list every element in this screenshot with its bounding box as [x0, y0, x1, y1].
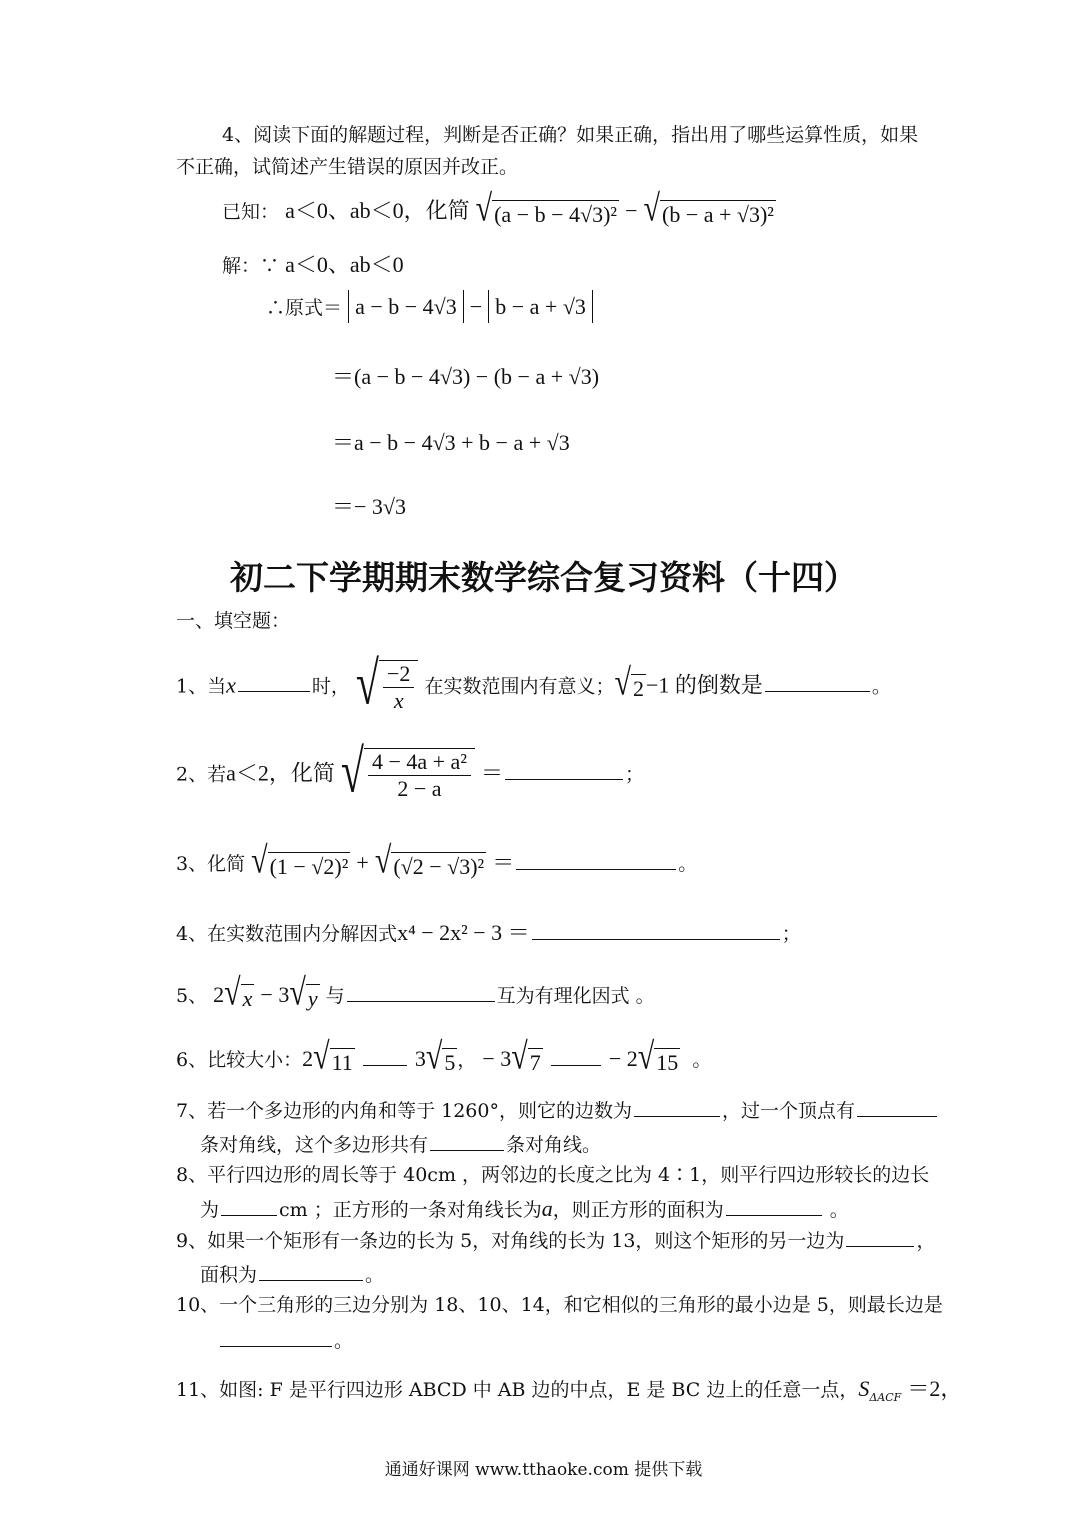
question-2 — [176, 738, 644, 806]
q3-radical-1: √ (1 − √2)² — [251, 840, 349, 882]
q7-text-1: 7、若一个多边形的内角和等于 1260°，则它的边数为 — [176, 1100, 632, 1122]
page-title: 初二下学期期末数学综合复习资料（十四） — [230, 558, 857, 597]
question-7-line-1 — [176, 1098, 939, 1123]
q5-coef-a: 2 — [213, 982, 225, 1007]
q3-text-1: 3、化简 — [176, 853, 246, 875]
q4-intro-line1 — [222, 124, 918, 147]
q9-text-3: 面积为 — [200, 1264, 258, 1286]
q10-text-1: 10、一个三角形的三边分别为 18、10、14，和它相似的三角形的最小边是 5，则最长边是 — [176, 1294, 943, 1316]
q8-var: a — [541, 1196, 553, 1221]
given-label: 已知： — [222, 201, 280, 223]
q8-text-4: ，则正方形的面积为 — [552, 1199, 724, 1221]
given-condition: a＜0、ab＜0，化简 — [285, 198, 470, 223]
q2-equals: ＝ — [480, 760, 503, 786]
question-10-line-2 — [218, 1328, 353, 1353]
q1-text-4: −1 的倒数是 — [645, 672, 763, 698]
q6-coef-a: 2 — [302, 1046, 314, 1071]
q8-blank-1[interactable] — [221, 1197, 277, 1216]
q4-blank[interactable] — [532, 921, 780, 940]
q6-blank-2[interactable] — [551, 1047, 601, 1066]
q2-end: ； — [624, 763, 644, 786]
q10-blank[interactable] — [220, 1328, 332, 1347]
q4-expression: x⁴ − 2x² − 3 ＝ — [397, 920, 530, 945]
question-8-line-2 — [200, 1196, 849, 1222]
q10-end: 。 — [334, 1330, 354, 1352]
q8-end: 。 — [829, 1199, 849, 1221]
solution-label: 解：∵ — [222, 255, 280, 277]
q11-text-1: 11、如图: F 是平行四边形 ABCD 中 AB 边的中点，E 是 BC 边上的任意一点， — [176, 1379, 859, 1401]
question-7-line-2 — [200, 1132, 601, 1157]
q2-blank[interactable] — [505, 761, 623, 780]
q6-radical-d: √ 15 — [637, 1036, 679, 1078]
q4-step3: ＝a − b − 4√3 + b − a + √3 — [332, 430, 570, 455]
q4-given — [222, 188, 776, 230]
q8-blank-2[interactable] — [726, 1197, 822, 1216]
q7-text-2: ，过一个顶点有 — [721, 1100, 855, 1122]
q6-blank-1[interactable] — [363, 1047, 407, 1066]
q5-radical-a: √ x — [224, 972, 253, 1014]
q4-text-1: 4、在实数范围内分解因式 — [176, 923, 398, 945]
step1-abs-1: a − b − 4√3 — [348, 290, 464, 323]
q3-plus: + — [356, 850, 369, 875]
q9-text-4: 。 — [365, 1264, 385, 1286]
q4-solution — [222, 252, 404, 278]
q2-frac-num: 4 − 4a + a² — [368, 749, 471, 776]
question-9-line-1 — [176, 1228, 935, 1253]
q1-text-2: 时， — [311, 675, 350, 698]
q6-sep: ， — [457, 1049, 477, 1071]
q6-radical-b: √ 5 — [425, 1036, 456, 1078]
given-minus: − — [625, 198, 638, 223]
q1-blank-1[interactable] — [238, 673, 310, 692]
q3-end: 。 — [678, 853, 698, 875]
q1-text-3: 在实数范围内有意义； — [424, 675, 615, 698]
question-3 — [176, 840, 698, 882]
q1-frac-num: −2 — [383, 661, 414, 688]
question-9-line-2 — [200, 1262, 384, 1287]
q2-text-1: 2、若 — [176, 763, 227, 786]
q4-step4: ＝− 3√3 — [332, 494, 406, 519]
q5-radical-b: √ y — [289, 972, 318, 1014]
step1-label: ∴原式＝ — [266, 297, 343, 319]
q3-radical-2: √ (√2 − √3)² — [374, 840, 485, 882]
q7-blank-1[interactable] — [634, 1098, 720, 1117]
q3-equals: ＝ — [492, 850, 515, 875]
question-5 — [176, 972, 655, 1014]
q11-equals: ＝2， — [907, 1376, 963, 1401]
q6-end: 。 — [692, 1049, 712, 1071]
q2-radical-fraction: √ $\frac{\text{4 − 4a + a²}}{2 - a}$ — [341, 748, 475, 803]
q5-blank[interactable] — [347, 983, 495, 1002]
q6-text-1: 6、比较大小： — [176, 1049, 303, 1071]
q5-text-2: 与 — [325, 985, 345, 1007]
given-radical-2: √ (b − a + √3)² — [643, 188, 774, 230]
q8-text-3: cm ；正方形的一条对角线长为 — [279, 1199, 542, 1221]
solution-condition: a＜0、ab＜0 — [285, 252, 404, 277]
q7-text-3: 条对角线，这个多边形共有 — [200, 1134, 429, 1156]
section-heading: 一、填空题： — [176, 610, 291, 632]
q11-area-subscript: ΔACF — [869, 1390, 902, 1404]
q11-area-symbol: S — [858, 1376, 870, 1401]
step1-minus: − — [469, 294, 483, 319]
q9-text-1: 9、如果一个矩形有一条边的长为 5，对角线的长为 13，则这个矩形的另一边为 — [176, 1230, 845, 1252]
q6-coef-c: − 3 — [482, 1046, 512, 1071]
q5-text-1: 5、 — [176, 985, 208, 1007]
q4-step1 — [266, 294, 593, 320]
q7-blank-3[interactable] — [430, 1132, 504, 1151]
q4-intro-line2 — [176, 156, 518, 179]
q4-end: ； — [781, 923, 801, 945]
q5-text-3: 互为有理化因式 。 — [496, 985, 655, 1007]
q8-text-1: 8、平行四边形的周长等于 40cm ，两邻边的长度之比为 4∶1，则平行四边形较长的边长 — [176, 1164, 930, 1186]
q4-intro-text2: 不正确，试简述产生错误的原因并改正。 — [176, 156, 519, 178]
step1-abs-2: b − a + √3 — [488, 290, 593, 323]
q6-coef-b: 3 — [414, 1046, 426, 1071]
question-1 — [176, 650, 891, 718]
q1-var: x — [226, 672, 236, 698]
q6-coef-d: − 2 — [608, 1046, 638, 1071]
q8-text-2: 为 — [200, 1199, 220, 1221]
q1-blank-2[interactable] — [765, 673, 870, 692]
q9-blank-2[interactable] — [259, 1262, 363, 1281]
q1-radical: √ 2 — [614, 662, 644, 704]
q5-coef-b: − 3 — [260, 982, 290, 1007]
q7-blank-2[interactable] — [857, 1098, 937, 1117]
q9-blank-1[interactable] — [846, 1228, 914, 1247]
q6-radical-a: √ 11 — [313, 1036, 353, 1078]
q1-text-1: 1、当 — [176, 675, 227, 698]
q3-blank[interactable] — [516, 851, 676, 870]
question-6 — [176, 1036, 712, 1078]
q4-step2: ＝(a − b − 4√3) − (b − a + √3) — [332, 364, 600, 389]
q1-frac-den: x — [393, 688, 404, 714]
question-4 — [176, 920, 801, 946]
q2-frac-den: 2 − a — [397, 776, 442, 802]
question-10-line-1 — [176, 1294, 943, 1317]
q2-condition: a＜2，化简 — [226, 760, 335, 786]
question-8-line-1 — [176, 1164, 929, 1187]
q7-text-4: 条对角线。 — [506, 1134, 602, 1156]
given-radical-1: √ (a − b − 4√3)² — [475, 188, 618, 230]
q1-end: 。 — [871, 675, 891, 698]
q6-radical-c: √ 7 — [511, 1036, 541, 1078]
q1-radical-fraction: √ $\frac{-2}{x}$ — [356, 660, 418, 715]
q9-text-2: ， — [916, 1230, 936, 1252]
question-11 — [176, 1376, 962, 1404]
q4-intro-text1: 4、阅读下面的解题过程，判断是否正确？如果正确，指出用了哪些运算性质，如果 — [222, 124, 919, 146]
page-footer: 通通好课网 www.tthaoke.com 提供下载 — [384, 1460, 703, 1480]
